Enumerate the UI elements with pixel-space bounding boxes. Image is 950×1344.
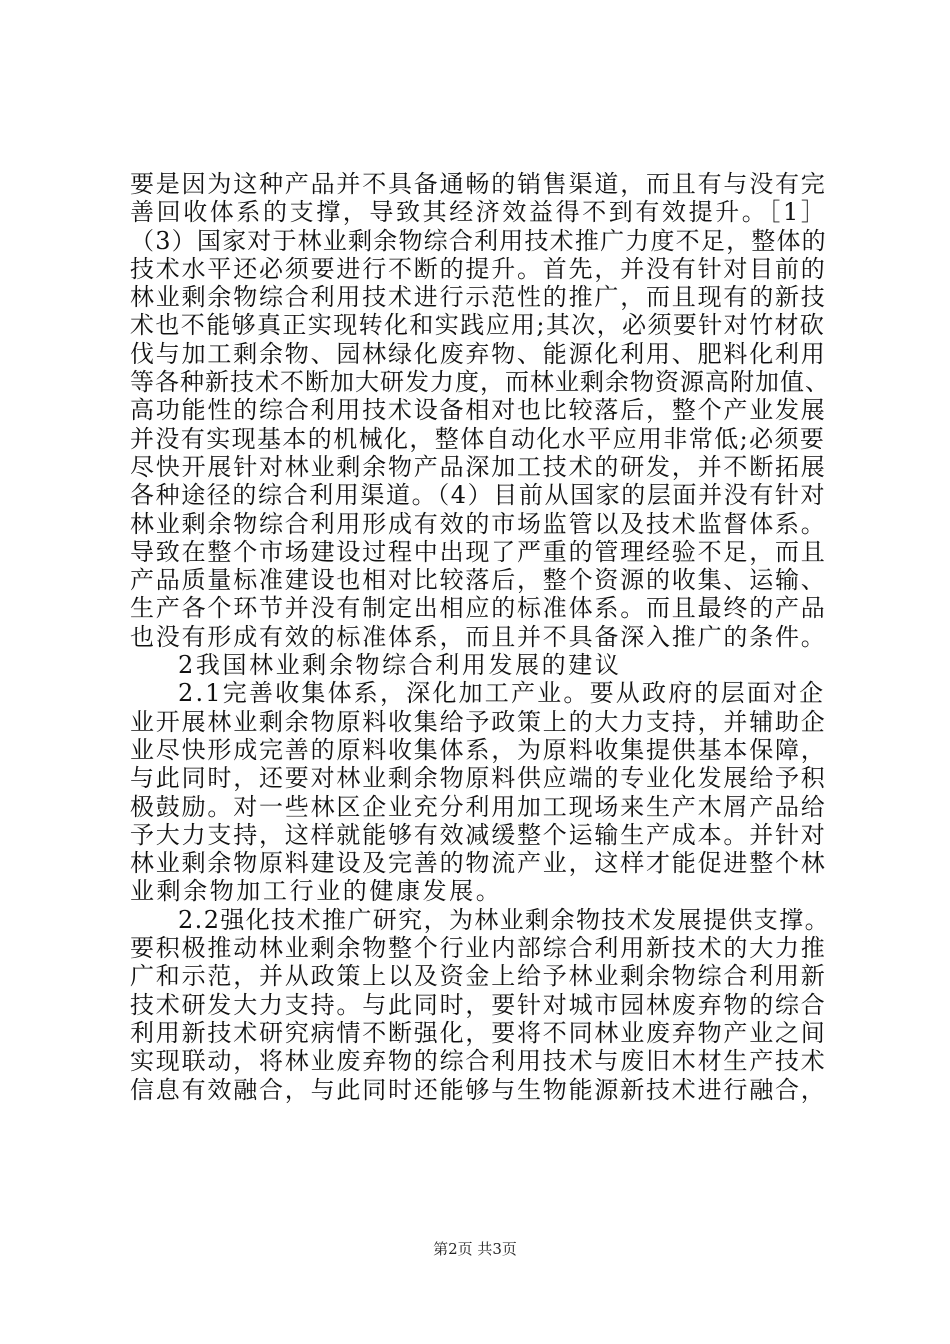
text-line: 也没有形成有效的标准体系，而且并不具备深入推广的条件。: [130, 622, 827, 651]
text-line: （3）国家对于林业剩余物综合利用技术推广力度不足，整体的: [130, 226, 827, 255]
text-line: 信息有效融合，与此同时还能够与生物能源新技术进行融合，: [130, 1075, 827, 1104]
text-line: 业尽快形成完善的原料收集体系，为原料收集提供基本保障，: [130, 735, 827, 764]
text-line: 广和示范，并从政策上以及资金上给予林业剩余物综合利用新: [130, 962, 827, 991]
text-line: 并没有实现基本的机械化，整体自动化水平应用非常低;必须要: [130, 424, 826, 453]
text-line: 产品质量标准建设也相对比较落后，整个资源的收集、运输、: [130, 566, 827, 595]
text-line: 与此同时，还要对林业剩余物原料供应端的专业化发展给予积: [130, 764, 827, 793]
document-body: [130, 170, 830, 1104]
text-line: 2.2强化技术推广研究，为林业剩余物技术发展提供支撑。: [178, 905, 830, 934]
text-line: 导致在整个市场建设过程中出现了严重的管理经验不足，而且: [130, 537, 827, 566]
text-line: 2.1完善收集体系，深化加工产业。要从政府的层面对企: [178, 679, 826, 708]
text-line: 高功能性的综合利用技术设备相对也比较落后，整个产业发展: [130, 396, 827, 425]
text-line: 业开展林业剩余物原料收集给予政策上的大力支持，并辅助企: [130, 707, 827, 736]
text-line: 林业剩余物综合利用技术进行示范性的推广，而且现有的新技: [130, 283, 827, 312]
text-line: 善回收体系的支撑，导致其经济效益得不到有效提升。［1］: [130, 198, 828, 227]
text-line: 实现联动，将林业废弃物的综合利用技术与废旧木材生产技术: [130, 1047, 827, 1076]
text-line: 林业剩余物原料建设及完善的物流产业，这样才能促进整个林: [130, 849, 827, 878]
text-line: 极鼓励。对一些林区企业充分利用加工现场来生产木屑产品给: [130, 792, 827, 821]
text-line: 林业剩余物综合利用形成有效的市场监管以及技术监督体系。: [130, 509, 827, 538]
text-line: 生产各个环节并没有制定出相应的标准体系。而且最终的产品: [130, 594, 827, 623]
text-line: 要积极推动林业剩余物整个行业内部综合利用新技术的大力推: [130, 934, 827, 963]
text-line: 予大力支持，这样就能够有效减缓整个运输生产成本。并针对: [130, 820, 827, 849]
text-line: 伐与加工剩余物、园林绿化废弃物、能源化利用、肥料化利用: [130, 339, 827, 368]
text-line: 术也不能够真正实现转化和实践应用;其次，必须要针对竹材砍: [130, 311, 826, 340]
page-number-footer: 第2页 共3页: [433, 1240, 517, 1258]
text-line: 利用新技术研究病情不断强化，要将不同林业废弃物产业之间: [130, 1018, 827, 1047]
text-line: 技术研发大力支持。与此同时，要针对城市园林废弃物的综合: [130, 990, 827, 1019]
text-line: 2我国林业剩余物综合利用发展的建议: [178, 651, 622, 680]
text-line: 各种途径的综合利用渠道。（4）目前从国家的层面并没有针对: [130, 481, 827, 510]
text-line: 业剩余物加工行业的健康发展。: [130, 877, 503, 906]
text-line: 等各种新技术不断加大研发力度，而林业剩余物资源高附加值、: [130, 368, 830, 397]
text-line: 技术水平还必须要进行不断的提升。首先，并没有针对目前的: [130, 254, 827, 283]
text-line: 要是因为这种产品并不具备通畅的销售渠道，而且有与没有完: [130, 170, 827, 198]
text-line: 尽快开展针对林业剩余物产品深加工技术的研发，并不断拓展: [130, 452, 827, 481]
